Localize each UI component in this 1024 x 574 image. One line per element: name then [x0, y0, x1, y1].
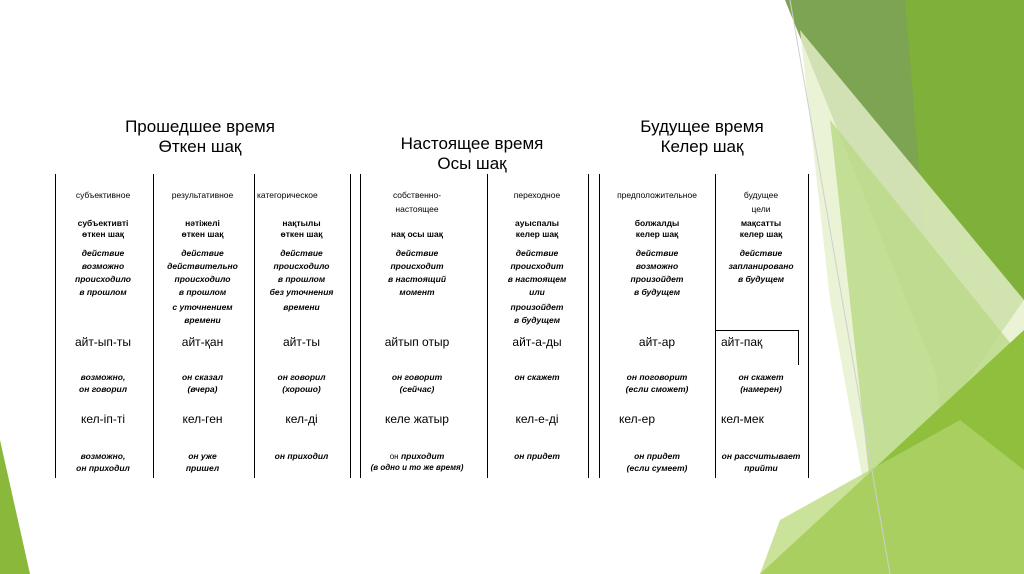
tense-desc: возможно [81, 261, 125, 271]
example: он приходил [274, 451, 329, 461]
example: он скажет [738, 372, 784, 382]
example: (если сможет) [625, 384, 689, 394]
tense-column-present-proper [360, 174, 474, 478]
verb-form-come: кел-ген [182, 412, 223, 426]
tense-kz: ауыспалы [515, 218, 559, 228]
example: он сказал [181, 372, 223, 382]
tense-desc: в настоящий [387, 274, 447, 284]
tense-kz: өткен шақ [280, 229, 323, 239]
verb-form-come: келе жатыр [385, 412, 449, 426]
verb-form-say: айт-ар [638, 335, 676, 349]
example: возможно, [80, 372, 126, 382]
example: (сейчас) [399, 384, 435, 394]
example-part: он [389, 452, 399, 461]
tense-kz: нақ осы шақ [391, 229, 443, 239]
tense-desc: действие [515, 248, 559, 258]
tense-desc: момент [399, 287, 435, 297]
tense-name: настоящее [395, 204, 439, 214]
form-box [716, 330, 799, 365]
tense-kz: болжалды [634, 218, 680, 228]
tense-desc: или [529, 287, 545, 297]
example: (вчера) [187, 384, 218, 394]
tense-column-presumptive [599, 174, 715, 478]
tense-desc: действие [635, 248, 679, 258]
example: он поговорит [626, 372, 688, 382]
tense-desc: в будущем [737, 274, 784, 284]
verb-form-come: кел-мек [721, 412, 764, 426]
tense-desc: без уточнения [269, 287, 334, 297]
example: он говорил [79, 384, 127, 394]
verb-form-come: кел-ді [285, 412, 318, 426]
group-title-past-ru: Прошедшее время [125, 117, 275, 136]
tense-desc: запланировано [728, 261, 794, 271]
verb-form-come: кел-ер [619, 412, 656, 426]
tense-desc: действие [395, 248, 439, 258]
example: он говорит [391, 372, 443, 382]
tense-column-subjective [55, 174, 151, 478]
tense-desc: действие [280, 248, 323, 258]
example: (в одно и то же время) [370, 463, 464, 472]
tense-column-categorical [254, 174, 349, 478]
green-shape-left [0, 440, 30, 574]
tense-name: субъективное [75, 190, 131, 200]
tense-desc: действие [181, 248, 224, 258]
verb-form-say: айт-ты [283, 335, 320, 349]
example: пришел [185, 463, 220, 473]
example: прийти [744, 463, 778, 473]
tense-desc: в настоящем [507, 274, 567, 284]
group-title-future-ru: Будущее время [640, 117, 764, 136]
tense-desc: действие [81, 248, 125, 258]
column-border [360, 174, 475, 478]
tense-desc: происходило [174, 274, 231, 284]
example: он приходил [76, 463, 130, 473]
tense-kz: мақсатты [740, 218, 782, 228]
tense-kz: нақтылы [282, 218, 321, 228]
tense-name: предположительное [617, 190, 697, 200]
example: возможно, [80, 451, 126, 461]
tense-desc: в прошлом [277, 274, 326, 284]
tense-column-transitional [487, 174, 587, 478]
tense-desc: в будущем [513, 315, 560, 325]
tense-desc: происходит [390, 261, 444, 271]
tense-name: переходное [513, 190, 561, 200]
tense-name: цели [751, 204, 771, 214]
group-title-future-kz: Келер шақ [660, 137, 744, 156]
tense-kz: келер шақ [515, 229, 559, 239]
tense-name: результативное [171, 190, 234, 200]
tense-desc: происходило [273, 261, 330, 271]
tense-desc: времени [184, 315, 221, 325]
verb-form-come: кел-е-ді [515, 412, 559, 426]
example: он придет [514, 451, 560, 461]
verb-form-say: айт-ып-ты [74, 335, 132, 349]
example: он рассчитывает [721, 451, 801, 461]
tense-desc: в будущем [633, 287, 680, 297]
tense-kz: келер шақ [739, 229, 783, 239]
tense-name: будущее [743, 190, 779, 200]
example: он уже [188, 451, 217, 461]
tense-desc: происходило [75, 274, 131, 284]
tense-kz: нәтіжелі [185, 218, 220, 228]
tense-desc: действительно [167, 261, 238, 271]
example: (хорошо) [282, 384, 321, 394]
tense-name: собственно- [392, 190, 442, 200]
tense-desc: произойдет [510, 302, 564, 312]
verb-form-say: айт-пақ [721, 335, 763, 349]
example: он говорил [277, 372, 326, 382]
tense-column-future-goal [715, 174, 807, 478]
tense-kz: келер шақ [635, 229, 679, 239]
example: (если сумеет) [626, 463, 688, 473]
tense-desc: времени [283, 302, 320, 312]
example: он придет [634, 451, 680, 461]
tense-desc: произойдет [630, 274, 684, 284]
tense-kz: өткен шақ [82, 229, 124, 239]
group-title-present [372, 134, 572, 174]
tense-desc: с уточнением [172, 302, 233, 312]
group-title-past-kz: Өткен шақ [158, 137, 242, 156]
tense-desc: в прошлом [79, 287, 127, 297]
tense-name: категорическое [257, 190, 318, 200]
tense-column-resultative [153, 174, 252, 478]
tense-desc: происходит [510, 261, 564, 271]
tense-desc: действие [739, 248, 783, 258]
tense-kz: өткен шақ [181, 229, 224, 239]
example: он скажет [514, 372, 560, 382]
tense-desc: в прошлом [178, 287, 227, 297]
tense-kz: субъективті [77, 218, 129, 228]
example-part: приходит [400, 451, 445, 461]
group-title-present-kz: Осы шақ [437, 154, 507, 173]
tense-desc: возможно [635, 261, 679, 271]
example: (намерен) [740, 384, 782, 394]
group-title-future [602, 117, 802, 157]
group-title-present-ru: Настоящее время [400, 134, 544, 153]
verb-form-say: айт-қан [181, 335, 224, 349]
verb-form-come: кел-іп-ті [81, 412, 125, 426]
verb-form-say: айтып отыр [384, 335, 450, 349]
verb-form-say: айт-а-ды [512, 335, 562, 349]
group-title-past [100, 117, 300, 157]
